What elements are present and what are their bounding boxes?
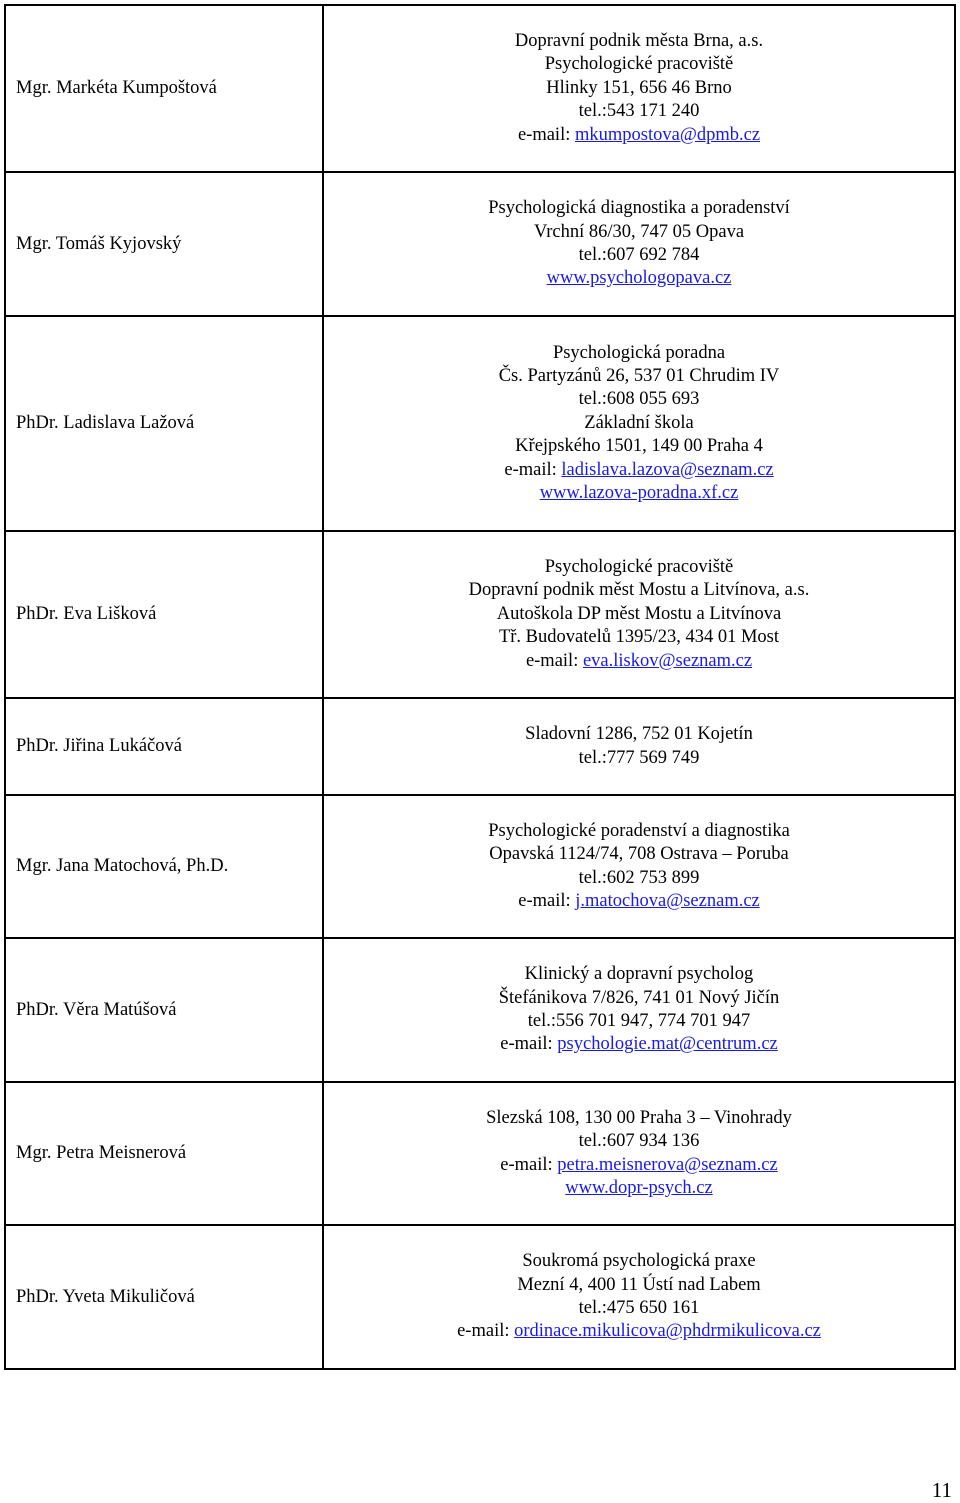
info-line: tel.:607 934 136 — [578, 1131, 700, 1152]
info-line: Autoškola DP měst Mostu a Litvínova — [496, 603, 782, 624]
psychologist-name: Mgr. Jana Matochová, Ph.D. — [5, 795, 323, 938]
psychologist-name: Mgr. Markéta Kumpoštová — [5, 5, 323, 172]
info-line: tel.:607 692 784 — [578, 245, 700, 265]
contact-info — [323, 938, 955, 1082]
info-line: Psychologická poradna — [552, 342, 726, 363]
email-prefix: e-mail: — [504, 459, 562, 480]
email-line — [324, 1154, 954, 1177]
table-row — [5, 316, 955, 531]
info-line: Hlinky 151, 656 46 Brno — [546, 77, 732, 98]
info-line: tel.:608 055 693 — [578, 389, 700, 410]
psychologist-name: PhDr. Eva Lišková — [5, 531, 323, 698]
info-line: Psychologické poradenství a diagnostika — [488, 820, 790, 841]
info-line: Psychologické pracoviště — [544, 556, 734, 577]
page-number: 11 — [931, 1478, 952, 1502]
contact-info — [323, 795, 955, 938]
info-line: Mezní 4, 400 11 Ústí nad Labem — [517, 1274, 761, 1295]
email-prefix: e-mail: — [500, 1154, 558, 1175]
info-line: Křejpského 1501, 149 00 Praha 4 — [515, 436, 763, 457]
info-line: tel.:777 569 749 — [578, 747, 700, 768]
table-row — [5, 1225, 955, 1369]
contact-directory-table — [4, 4, 956, 1370]
table-row — [5, 172, 955, 316]
table-row — [5, 5, 955, 172]
psychologist-name: PhDr. Yveta Mikuličová — [5, 1225, 323, 1369]
contact-info — [323, 316, 955, 531]
info-line: Štefánikova 7/826, 741 01 Nový Jičín — [498, 987, 780, 1008]
info-line: Dopravní podnik měst Mostu a Litvínova, a.s. — [468, 580, 810, 601]
web-link[interactable]: www.dopr-psych.cz — [565, 1177, 713, 1198]
info-line: Psychologická diagnostika a poradenství — [488, 198, 790, 219]
email-link[interactable]: psychologie.mat@centrum.cz — [557, 1034, 778, 1055]
contact-info — [323, 5, 955, 172]
psychologist-name: PhDr. Věra Matúšová — [5, 938, 323, 1082]
table-row — [5, 698, 955, 795]
email-prefix: e-mail: — [525, 650, 583, 671]
info-line: tel.:475 650 161 — [578, 1298, 700, 1318]
info-line: Klinický a dopravní psycholog — [524, 964, 754, 985]
email-link[interactable]: ladislava.lazova@seznam.cz — [561, 459, 774, 480]
email-link[interactable]: ordinace.mikulicova@phdrmikulicova.cz — [514, 1321, 821, 1342]
email-prefix: e-mail: — [518, 890, 576, 911]
email-line — [324, 459, 954, 482]
table-row — [5, 531, 955, 698]
email-line — [324, 890, 954, 913]
email-prefix: e-mail: — [500, 1034, 558, 1055]
psychologist-name: Mgr. Tomáš Kyjovský — [5, 172, 323, 316]
table-row — [5, 1082, 955, 1225]
email-line — [324, 1320, 954, 1343]
email-link[interactable]: j.matochova@seznam.cz — [575, 890, 760, 911]
contact-info — [323, 172, 955, 316]
web-link[interactable]: www.psychologopava.cz — [546, 268, 732, 289]
email-prefix: e-mail: — [457, 1321, 515, 1342]
email-line — [324, 124, 954, 147]
info-line: Slezská 108, 130 00 Praha 3 – Vinohrady — [486, 1107, 792, 1128]
web-link[interactable]: www.lazova-poradna.xf.cz — [539, 483, 739, 504]
email-link[interactable]: eva.liskov@seznam.cz — [582, 650, 753, 671]
table-row — [5, 795, 955, 938]
contact-info — [323, 531, 955, 698]
email-prefix: e-mail: — [517, 124, 575, 145]
info-line: Tř. Budovatelů 1395/23, 434 01 Most — [498, 627, 780, 648]
info-line: tel.:543 171 240 — [578, 101, 700, 122]
info-line: Psychologické pracoviště — [544, 54, 734, 75]
info-line: Sladovní 1286, 752 01 Kojetín — [525, 724, 753, 745]
email-link[interactable]: mkumpostova@dpmb.cz — [574, 124, 761, 145]
info-line: Vrchní 86/30, 747 05 Opava — [533, 221, 745, 242]
info-line: Opavská 1124/74, 708 Ostrava – Poruba — [489, 844, 789, 865]
contact-info — [323, 1082, 955, 1225]
info-line: Soukromá psychologická praxe — [522, 1251, 756, 1272]
contact-info — [323, 698, 955, 795]
table-row — [5, 938, 955, 1082]
email-line — [324, 650, 954, 673]
info-line: Čs. Partyzánů 26, 537 01 Chrudim IV — [498, 365, 780, 386]
email-link[interactable]: petra.meisnerova@seznam.cz — [557, 1154, 778, 1175]
info-line: Dopravní podnik města Brna, a.s. — [514, 30, 764, 51]
psychologist-name: Mgr. Petra Meisnerová — [5, 1082, 323, 1225]
psychologist-name: PhDr. Jiřina Lukáčová — [5, 698, 323, 795]
email-line — [324, 1033, 954, 1056]
contact-info — [323, 1225, 955, 1369]
psychologist-name: PhDr. Ladislava Lažová — [5, 316, 323, 531]
info-line: tel.:556 701 947, 774 701 947 — [527, 1011, 751, 1031]
info-line: tel.:602 753 899 — [578, 867, 700, 888]
info-line: Základní škola — [584, 412, 694, 433]
